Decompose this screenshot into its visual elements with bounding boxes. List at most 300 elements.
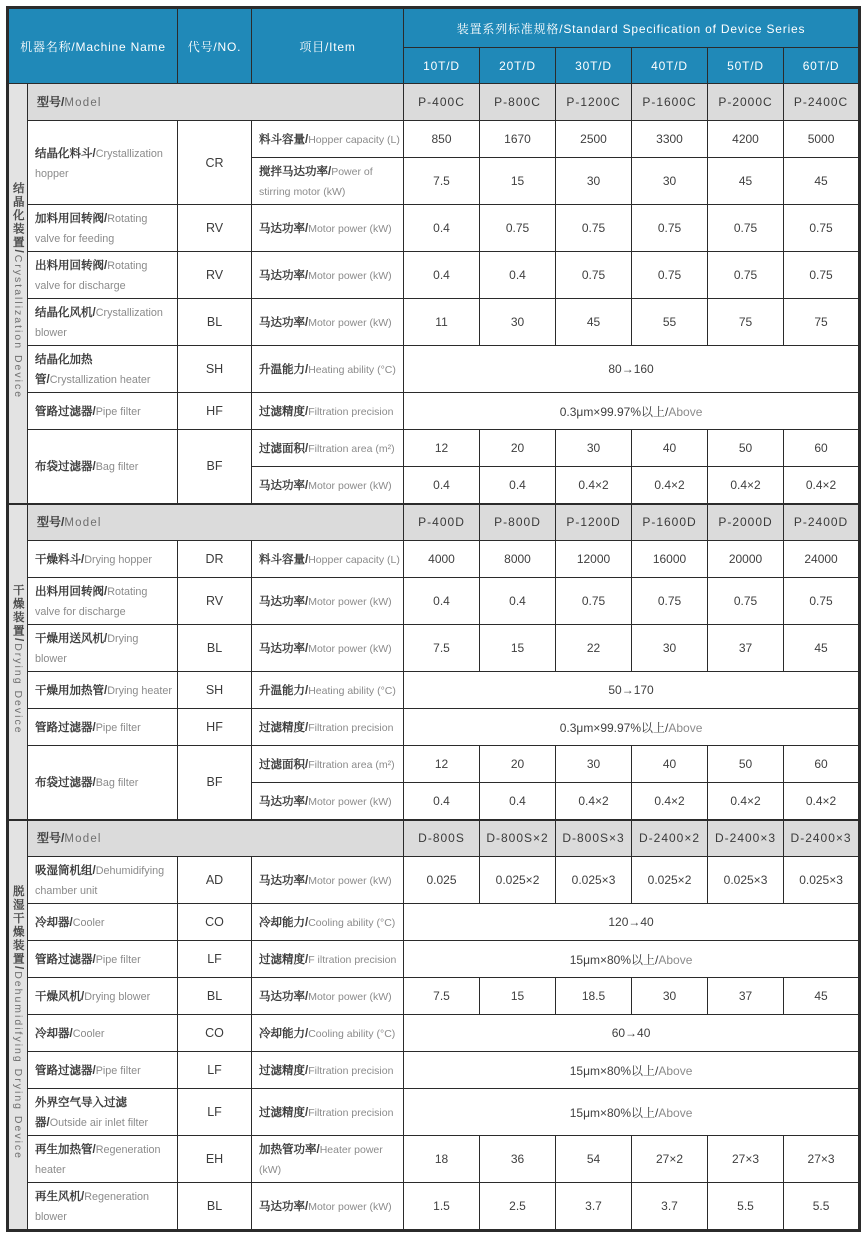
spec-value-cell: 30 bbox=[480, 299, 556, 346]
label-en: Heater power (kW) bbox=[259, 1144, 383, 1176]
capacity-header: 20T/D bbox=[480, 48, 556, 84]
spec-value-cell: 0.025×3 bbox=[556, 857, 632, 904]
label-en: Pipe filter bbox=[95, 954, 141, 966]
machine-code-cell: BL bbox=[178, 978, 252, 1015]
spec-value-cell: 60 bbox=[784, 430, 860, 467]
label-en: Dehumidifying Drying Device bbox=[11, 970, 24, 1160]
spec-value-cell: 1670 bbox=[480, 121, 556, 158]
label-zh: 过滤精度/ bbox=[259, 954, 309, 966]
spec-row bbox=[8, 941, 860, 978]
spec-value-cell: 0.4×2 bbox=[784, 467, 860, 504]
model-row-label bbox=[28, 504, 404, 541]
machine-name-cell bbox=[28, 941, 178, 978]
label-en: Filtration precision bbox=[308, 1107, 394, 1119]
spec-value-cell: 0.4×2 bbox=[708, 783, 784, 820]
label-zh: 0.3μm×99.97%以上/ bbox=[559, 720, 669, 735]
model-cell: P-2000C bbox=[708, 84, 784, 121]
spec-row bbox=[8, 978, 860, 1015]
spec-value-cell: 30 bbox=[632, 978, 708, 1015]
spec-value-cell: 2500 bbox=[556, 121, 632, 158]
spec-value-cell: 3.7 bbox=[632, 1183, 708, 1231]
spec-value-cell: 45 bbox=[708, 158, 784, 205]
model-row-label bbox=[28, 820, 404, 857]
label-zh: 马达功率/ bbox=[259, 317, 309, 329]
label-en: Filtration precision bbox=[308, 406, 394, 418]
machine-name-cell bbox=[28, 252, 178, 299]
machine-code-cell: CO bbox=[178, 1015, 252, 1052]
label-zh: 80→160 bbox=[608, 362, 654, 376]
item-cell bbox=[252, 941, 404, 978]
spec-value-cell: 0.4 bbox=[480, 783, 556, 820]
spec-row bbox=[8, 430, 860, 467]
spec-value-cell: 11 bbox=[404, 299, 480, 346]
label-en: Crystallization blower bbox=[35, 307, 163, 339]
item-cell bbox=[252, 672, 404, 709]
label-en: Power of stirring motor (kW) bbox=[259, 166, 373, 198]
machine-name-cell bbox=[28, 1015, 178, 1052]
spec-value-cell: 0.75 bbox=[784, 578, 860, 625]
spec-value-cell: 4200 bbox=[708, 121, 784, 158]
spec-value-cell: 30 bbox=[556, 430, 632, 467]
model-row bbox=[8, 84, 860, 121]
machine-name-cell bbox=[28, 709, 178, 746]
model-cell: P-2000D bbox=[708, 504, 784, 541]
col-header-machine-name: 机器名称/Machine Name bbox=[8, 8, 178, 84]
item-cell bbox=[252, 158, 404, 205]
label-zh: 过滤精度/ bbox=[259, 722, 309, 734]
spec-value-cell: 0.75 bbox=[556, 252, 632, 299]
item-cell bbox=[252, 1089, 404, 1136]
spec-value-cell: 0.75 bbox=[708, 578, 784, 625]
spec-value-cell: 40 bbox=[632, 746, 708, 783]
machine-code-cell: SH bbox=[178, 672, 252, 709]
label-en: Hopper capacity (L) bbox=[308, 554, 400, 566]
label-en: Model bbox=[64, 833, 102, 846]
spec-value-merged-cell bbox=[404, 904, 860, 941]
spec-row bbox=[8, 346, 860, 393]
model-row-label bbox=[28, 84, 404, 121]
spec-value-cell: 45 bbox=[784, 625, 860, 672]
label-zh: 管路过滤器/ bbox=[35, 406, 96, 418]
spec-value-cell: 1.5 bbox=[404, 1183, 480, 1231]
item-cell bbox=[252, 299, 404, 346]
section-label-text bbox=[9, 885, 27, 1160]
spec-value-cell: 40 bbox=[632, 430, 708, 467]
spec-value-cell: 20000 bbox=[708, 541, 784, 578]
label-en: Motor power (kW) bbox=[308, 875, 392, 887]
spec-row bbox=[8, 904, 860, 941]
label-zh: 加料用回转阀/ bbox=[35, 213, 108, 225]
item-cell bbox=[252, 1015, 404, 1052]
item-cell bbox=[252, 578, 404, 625]
label-zh: 干燥料斗/ bbox=[35, 554, 85, 566]
item-cell bbox=[252, 978, 404, 1015]
item-cell bbox=[252, 430, 404, 467]
label-zh: 吸湿筒机组/ bbox=[35, 865, 96, 877]
spec-value-cell: 12000 bbox=[556, 541, 632, 578]
spec-value-cell: 16000 bbox=[632, 541, 708, 578]
spec-value-cell: 0.75 bbox=[708, 252, 784, 299]
spec-row bbox=[8, 746, 860, 783]
machine-name-cell bbox=[28, 205, 178, 252]
spec-value-cell: 0.75 bbox=[708, 205, 784, 252]
label-zh: 过滤面积/ bbox=[259, 759, 309, 771]
label-en: Above bbox=[658, 1105, 693, 1120]
spec-value-cell: 0.4×2 bbox=[632, 783, 708, 820]
machine-name-cell bbox=[28, 1089, 178, 1136]
label-zh: 搅拌马达功率/ bbox=[259, 166, 332, 178]
spec-value-cell: 0.025×2 bbox=[632, 857, 708, 904]
machine-code-cell: CO bbox=[178, 904, 252, 941]
item-cell bbox=[252, 625, 404, 672]
label-en: Above bbox=[668, 404, 703, 419]
item-cell bbox=[252, 541, 404, 578]
label-en: Pipe filter bbox=[95, 406, 141, 418]
spec-row bbox=[8, 1136, 860, 1183]
label-zh: 15μm×80%以上/ bbox=[569, 952, 659, 967]
machine-name-cell bbox=[28, 299, 178, 346]
label-zh: 干燥用送风机/ bbox=[35, 633, 108, 645]
spec-row bbox=[8, 205, 860, 252]
spec-row bbox=[8, 578, 860, 625]
label-en: Cooling ability (°C) bbox=[308, 917, 396, 929]
machine-code-cell: BL bbox=[178, 299, 252, 346]
label-zh: 50→170 bbox=[608, 683, 654, 697]
spec-value-cell: 60 bbox=[784, 746, 860, 783]
label-en: Model bbox=[64, 517, 102, 530]
spec-value-cell: 55 bbox=[632, 299, 708, 346]
capacity-header: 30T/D bbox=[556, 48, 632, 84]
label-zh: 结晶化料斗/ bbox=[35, 147, 96, 160]
spec-value-merged-cell bbox=[404, 941, 860, 978]
col-header-item: 项目/Item bbox=[252, 8, 404, 84]
machine-code-cell: BL bbox=[178, 625, 252, 672]
spec-value-cell: 0.4×2 bbox=[556, 467, 632, 504]
spec-row bbox=[8, 709, 860, 746]
label-zh: 60→40 bbox=[611, 1026, 651, 1040]
label-en: Motor power (kW) bbox=[308, 223, 392, 235]
label-zh: 马达功率/ bbox=[259, 479, 309, 492]
machine-code-cell: LF bbox=[178, 1052, 252, 1089]
label-zh: 15μm×80%以上/ bbox=[569, 1105, 659, 1120]
spec-value-cell: 0.75 bbox=[632, 205, 708, 252]
label-en: Cooling ability (°C) bbox=[308, 1028, 396, 1040]
spec-value-cell: 7.5 bbox=[404, 625, 480, 672]
label-en: Above bbox=[658, 1063, 693, 1078]
spec-value-cell: 30 bbox=[556, 158, 632, 205]
spec-value-cell: 30 bbox=[556, 746, 632, 783]
spec-value-cell: 75 bbox=[784, 299, 860, 346]
spec-value-cell: 27×3 bbox=[784, 1136, 860, 1183]
spec-value-cell: 20 bbox=[480, 746, 556, 783]
spec-value-cell: 24000 bbox=[784, 541, 860, 578]
machine-code-cell: BF bbox=[178, 430, 252, 504]
model-cell: P-400C bbox=[404, 84, 480, 121]
label-zh: 过滤精度/ bbox=[259, 406, 309, 418]
machine-name-cell bbox=[28, 1136, 178, 1183]
label-zh: 冷却器/ bbox=[35, 1028, 73, 1040]
capacity-header: 10T/D bbox=[404, 48, 480, 84]
spec-value-cell: 0.4 bbox=[480, 467, 556, 504]
spec-value-cell: 7.5 bbox=[404, 158, 480, 205]
spec-value-cell: 0.025×3 bbox=[784, 857, 860, 904]
spec-value-cell: 50 bbox=[708, 430, 784, 467]
label-zh: 马达功率/ bbox=[259, 875, 309, 887]
spec-value-cell: 27×3 bbox=[708, 1136, 784, 1183]
label-zh: 料斗容量/ bbox=[259, 134, 309, 146]
spec-value-cell: 45 bbox=[784, 158, 860, 205]
label-en: Crystallization hopper bbox=[35, 147, 163, 180]
machine-name-cell bbox=[28, 1183, 178, 1231]
machine-name-cell bbox=[28, 904, 178, 941]
label-zh: 加热管功率/ bbox=[259, 1144, 320, 1156]
label-en: Motor power (kW) bbox=[308, 991, 392, 1003]
machine-code-cell: AD bbox=[178, 857, 252, 904]
spec-value-cell: 0.75 bbox=[632, 578, 708, 625]
label-en: Crystallization heater bbox=[49, 374, 151, 386]
spec-value-merged-cell bbox=[404, 709, 860, 746]
table-header bbox=[8, 8, 860, 84]
label-zh: 冷却能力/ bbox=[259, 917, 309, 929]
machine-name-cell bbox=[28, 121, 178, 205]
item-cell bbox=[252, 857, 404, 904]
spec-value-cell: 0.4×2 bbox=[784, 783, 860, 820]
spec-value-cell: 0.025 bbox=[404, 857, 480, 904]
machine-code-cell: BL bbox=[178, 1183, 252, 1231]
machine-code-cell: EH bbox=[178, 1136, 252, 1183]
spec-value-cell: 36 bbox=[480, 1136, 556, 1183]
item-cell bbox=[252, 346, 404, 393]
spec-value-merged-cell bbox=[404, 1089, 860, 1136]
label-en: Drying blower bbox=[35, 633, 139, 665]
spec-value-cell: 18.5 bbox=[556, 978, 632, 1015]
label-zh: 结晶化风机/ bbox=[35, 307, 96, 319]
label-zh: 型号/ bbox=[37, 95, 65, 109]
machine-code-cell: HF bbox=[178, 393, 252, 430]
label-en: Motor power (kW) bbox=[308, 795, 392, 808]
spec-value-cell: 15 bbox=[480, 158, 556, 205]
label-en: Drying Device bbox=[11, 642, 24, 735]
model-cell: D-800S bbox=[404, 820, 480, 857]
spec-value-cell: 27×2 bbox=[632, 1136, 708, 1183]
machine-code-cell: CR bbox=[178, 121, 252, 205]
label-en: Above bbox=[668, 720, 703, 735]
spec-value-cell: 15 bbox=[480, 978, 556, 1015]
spec-value-cell: 3.7 bbox=[556, 1183, 632, 1231]
section-label bbox=[8, 504, 28, 820]
label-zh: 马达功率/ bbox=[259, 596, 309, 608]
label-en: Bag filter bbox=[95, 777, 139, 790]
label-en: Rotating valve for feeding bbox=[35, 213, 148, 245]
label-en: Motor power (kW) bbox=[308, 317, 392, 329]
label-en: Motor power (kW) bbox=[308, 479, 392, 492]
table-body bbox=[8, 84, 860, 1231]
spec-row bbox=[8, 1052, 860, 1089]
item-cell bbox=[252, 393, 404, 430]
item-cell bbox=[252, 1052, 404, 1089]
model-row bbox=[8, 504, 860, 541]
label-en: Bag filter bbox=[95, 461, 139, 474]
label-zh: 马达功率/ bbox=[259, 223, 309, 235]
label-en: Rotating valve for discharge bbox=[35, 586, 148, 618]
label-zh: 升温能力/ bbox=[259, 364, 309, 376]
label-en: Above bbox=[658, 952, 693, 967]
label-zh: 结晶化装置/ bbox=[11, 182, 24, 255]
spec-value-cell: 8000 bbox=[480, 541, 556, 578]
spec-value-cell: 0.4 bbox=[404, 783, 480, 820]
label-zh: 布袋过滤器/ bbox=[35, 777, 96, 790]
spec-value-cell: 54 bbox=[556, 1136, 632, 1183]
spec-row bbox=[8, 252, 860, 299]
label-en: Pipe filter bbox=[95, 1065, 141, 1077]
model-cell: P-2400D bbox=[784, 504, 860, 541]
machine-code-cell: RV bbox=[178, 205, 252, 252]
spec-series-header: 装置系列标准规格/Standard Specification of Device Series bbox=[404, 8, 860, 48]
label-zh: 过滤面积/ bbox=[259, 443, 309, 455]
label-en: Pipe filter bbox=[95, 722, 141, 734]
label-en: Motor power (kW) bbox=[308, 596, 392, 608]
label-zh: 15μm×80%以上/ bbox=[569, 1063, 659, 1078]
item-cell bbox=[252, 121, 404, 158]
spec-value-cell: 0.75 bbox=[784, 205, 860, 252]
spec-row bbox=[8, 541, 860, 578]
spec-value-cell: 0.75 bbox=[556, 578, 632, 625]
spec-row bbox=[8, 1015, 860, 1052]
machine-code-cell: RV bbox=[178, 578, 252, 625]
machine-name-cell bbox=[28, 978, 178, 1015]
machine-code-cell: LF bbox=[178, 941, 252, 978]
spec-value-cell: 30 bbox=[632, 158, 708, 205]
item-cell bbox=[252, 783, 404, 820]
label-en: Motor power (kW) bbox=[308, 270, 392, 282]
section-label bbox=[8, 820, 28, 1231]
section-label-text bbox=[9, 584, 27, 735]
item-cell bbox=[252, 1136, 404, 1183]
spec-value-cell: 0.75 bbox=[480, 205, 556, 252]
spec-value-cell: 0.75 bbox=[556, 205, 632, 252]
item-cell bbox=[252, 205, 404, 252]
machine-name-cell bbox=[28, 541, 178, 578]
label-zh: 干燥风机/ bbox=[35, 991, 85, 1003]
spec-value-cell: 12 bbox=[404, 746, 480, 783]
item-cell bbox=[252, 746, 404, 783]
item-cell bbox=[252, 904, 404, 941]
machine-name-cell bbox=[28, 346, 178, 393]
spec-value-cell: 0.75 bbox=[632, 252, 708, 299]
machine-name-cell bbox=[28, 857, 178, 904]
model-cell: P-400D bbox=[404, 504, 480, 541]
label-en: Drying hopper bbox=[84, 554, 153, 566]
label-en: F iltration precision bbox=[308, 954, 397, 966]
spec-value-merged-cell bbox=[404, 1052, 860, 1089]
label-en: Model bbox=[64, 97, 102, 109]
label-en: Motor power (kW) bbox=[308, 1201, 392, 1213]
spec-sheet bbox=[6, 6, 858, 1232]
machine-name-cell bbox=[28, 672, 178, 709]
label-en: Regeneration blower bbox=[35, 1191, 150, 1223]
section-label bbox=[8, 84, 28, 504]
machine-name-cell bbox=[28, 1052, 178, 1089]
label-zh: 马达功率/ bbox=[259, 1201, 309, 1213]
spec-value-cell: 7.5 bbox=[404, 978, 480, 1015]
label-zh: 出料用回转阀/ bbox=[35, 586, 108, 598]
label-zh: 马达功率/ bbox=[259, 270, 309, 282]
model-cell: P-1600C bbox=[632, 84, 708, 121]
spec-value-cell: 0.4×2 bbox=[632, 467, 708, 504]
label-en: Heating ability (°C) bbox=[308, 364, 396, 376]
spec-value-cell: 15 bbox=[480, 625, 556, 672]
label-zh: 脱湿干燥装置/ bbox=[11, 884, 24, 971]
model-cell: D-800S×3 bbox=[556, 820, 632, 857]
item-cell bbox=[252, 252, 404, 299]
spec-value-cell: 0.025×3 bbox=[708, 857, 784, 904]
label-en: Drying heater bbox=[107, 685, 173, 697]
label-en: Heating ability (°C) bbox=[308, 685, 396, 697]
spec-value-cell: 2.5 bbox=[480, 1183, 556, 1231]
machine-name-cell bbox=[28, 393, 178, 430]
spec-row bbox=[8, 121, 860, 158]
machine-code-cell: HF bbox=[178, 709, 252, 746]
label-en: Cooler bbox=[72, 917, 105, 929]
spec-value-cell: 0.4×2 bbox=[708, 467, 784, 504]
label-zh: 结晶化加热管/ bbox=[35, 354, 93, 386]
item-cell bbox=[252, 1183, 404, 1231]
model-cell: P-1200C bbox=[556, 84, 632, 121]
model-cell: P-800C bbox=[480, 84, 556, 121]
spec-value-merged-cell bbox=[404, 672, 860, 709]
label-zh: 管路过滤器/ bbox=[35, 1065, 96, 1077]
model-row bbox=[8, 820, 860, 857]
label-en: Filtration precision bbox=[308, 1065, 394, 1077]
spec-value-cell: 0.4 bbox=[480, 578, 556, 625]
spec-value-cell: 30 bbox=[632, 625, 708, 672]
spec-row bbox=[8, 625, 860, 672]
spec-value-cell: 37 bbox=[708, 978, 784, 1015]
machine-code-cell: RV bbox=[178, 252, 252, 299]
label-en: Rotating valve for discharge bbox=[35, 260, 148, 292]
model-cell: D-2400×3 bbox=[708, 820, 784, 857]
spec-value-cell: 4000 bbox=[404, 541, 480, 578]
label-en: Hopper capacity (L) bbox=[308, 134, 400, 146]
machine-name-cell bbox=[28, 625, 178, 672]
machine-code-cell: BF bbox=[178, 746, 252, 820]
machine-name-cell bbox=[28, 430, 178, 504]
spec-value-cell: 0.4 bbox=[404, 252, 480, 299]
label-zh: 马达功率/ bbox=[259, 643, 309, 655]
model-cell: P-2400C bbox=[784, 84, 860, 121]
machine-name-cell bbox=[28, 746, 178, 820]
label-zh: 再生风机/ bbox=[35, 1191, 85, 1203]
label-en: Filtration precision bbox=[308, 722, 394, 734]
spec-value-cell: 5.5 bbox=[784, 1183, 860, 1231]
col-header-no: 代号/NO. bbox=[178, 8, 252, 84]
spec-row bbox=[8, 299, 860, 346]
machine-code-cell: DR bbox=[178, 541, 252, 578]
model-cell: D-2400×2 bbox=[632, 820, 708, 857]
label-en: Motor power (kW) bbox=[308, 643, 392, 655]
spec-row bbox=[8, 672, 860, 709]
model-cell: D-800S×2 bbox=[480, 820, 556, 857]
label-en: Filtration area (m²) bbox=[308, 443, 395, 455]
spec-value-cell: 0.4 bbox=[404, 467, 480, 504]
capacity-header: 60T/D bbox=[784, 48, 860, 84]
label-zh: 过滤精度/ bbox=[259, 1107, 309, 1119]
spec-value-cell: 5.5 bbox=[708, 1183, 784, 1231]
spec-value-cell: 20 bbox=[480, 430, 556, 467]
label-en: Crystallization Device bbox=[11, 254, 24, 400]
label-zh: 型号/ bbox=[37, 515, 65, 530]
spec-value-cell: 0.4 bbox=[404, 578, 480, 625]
